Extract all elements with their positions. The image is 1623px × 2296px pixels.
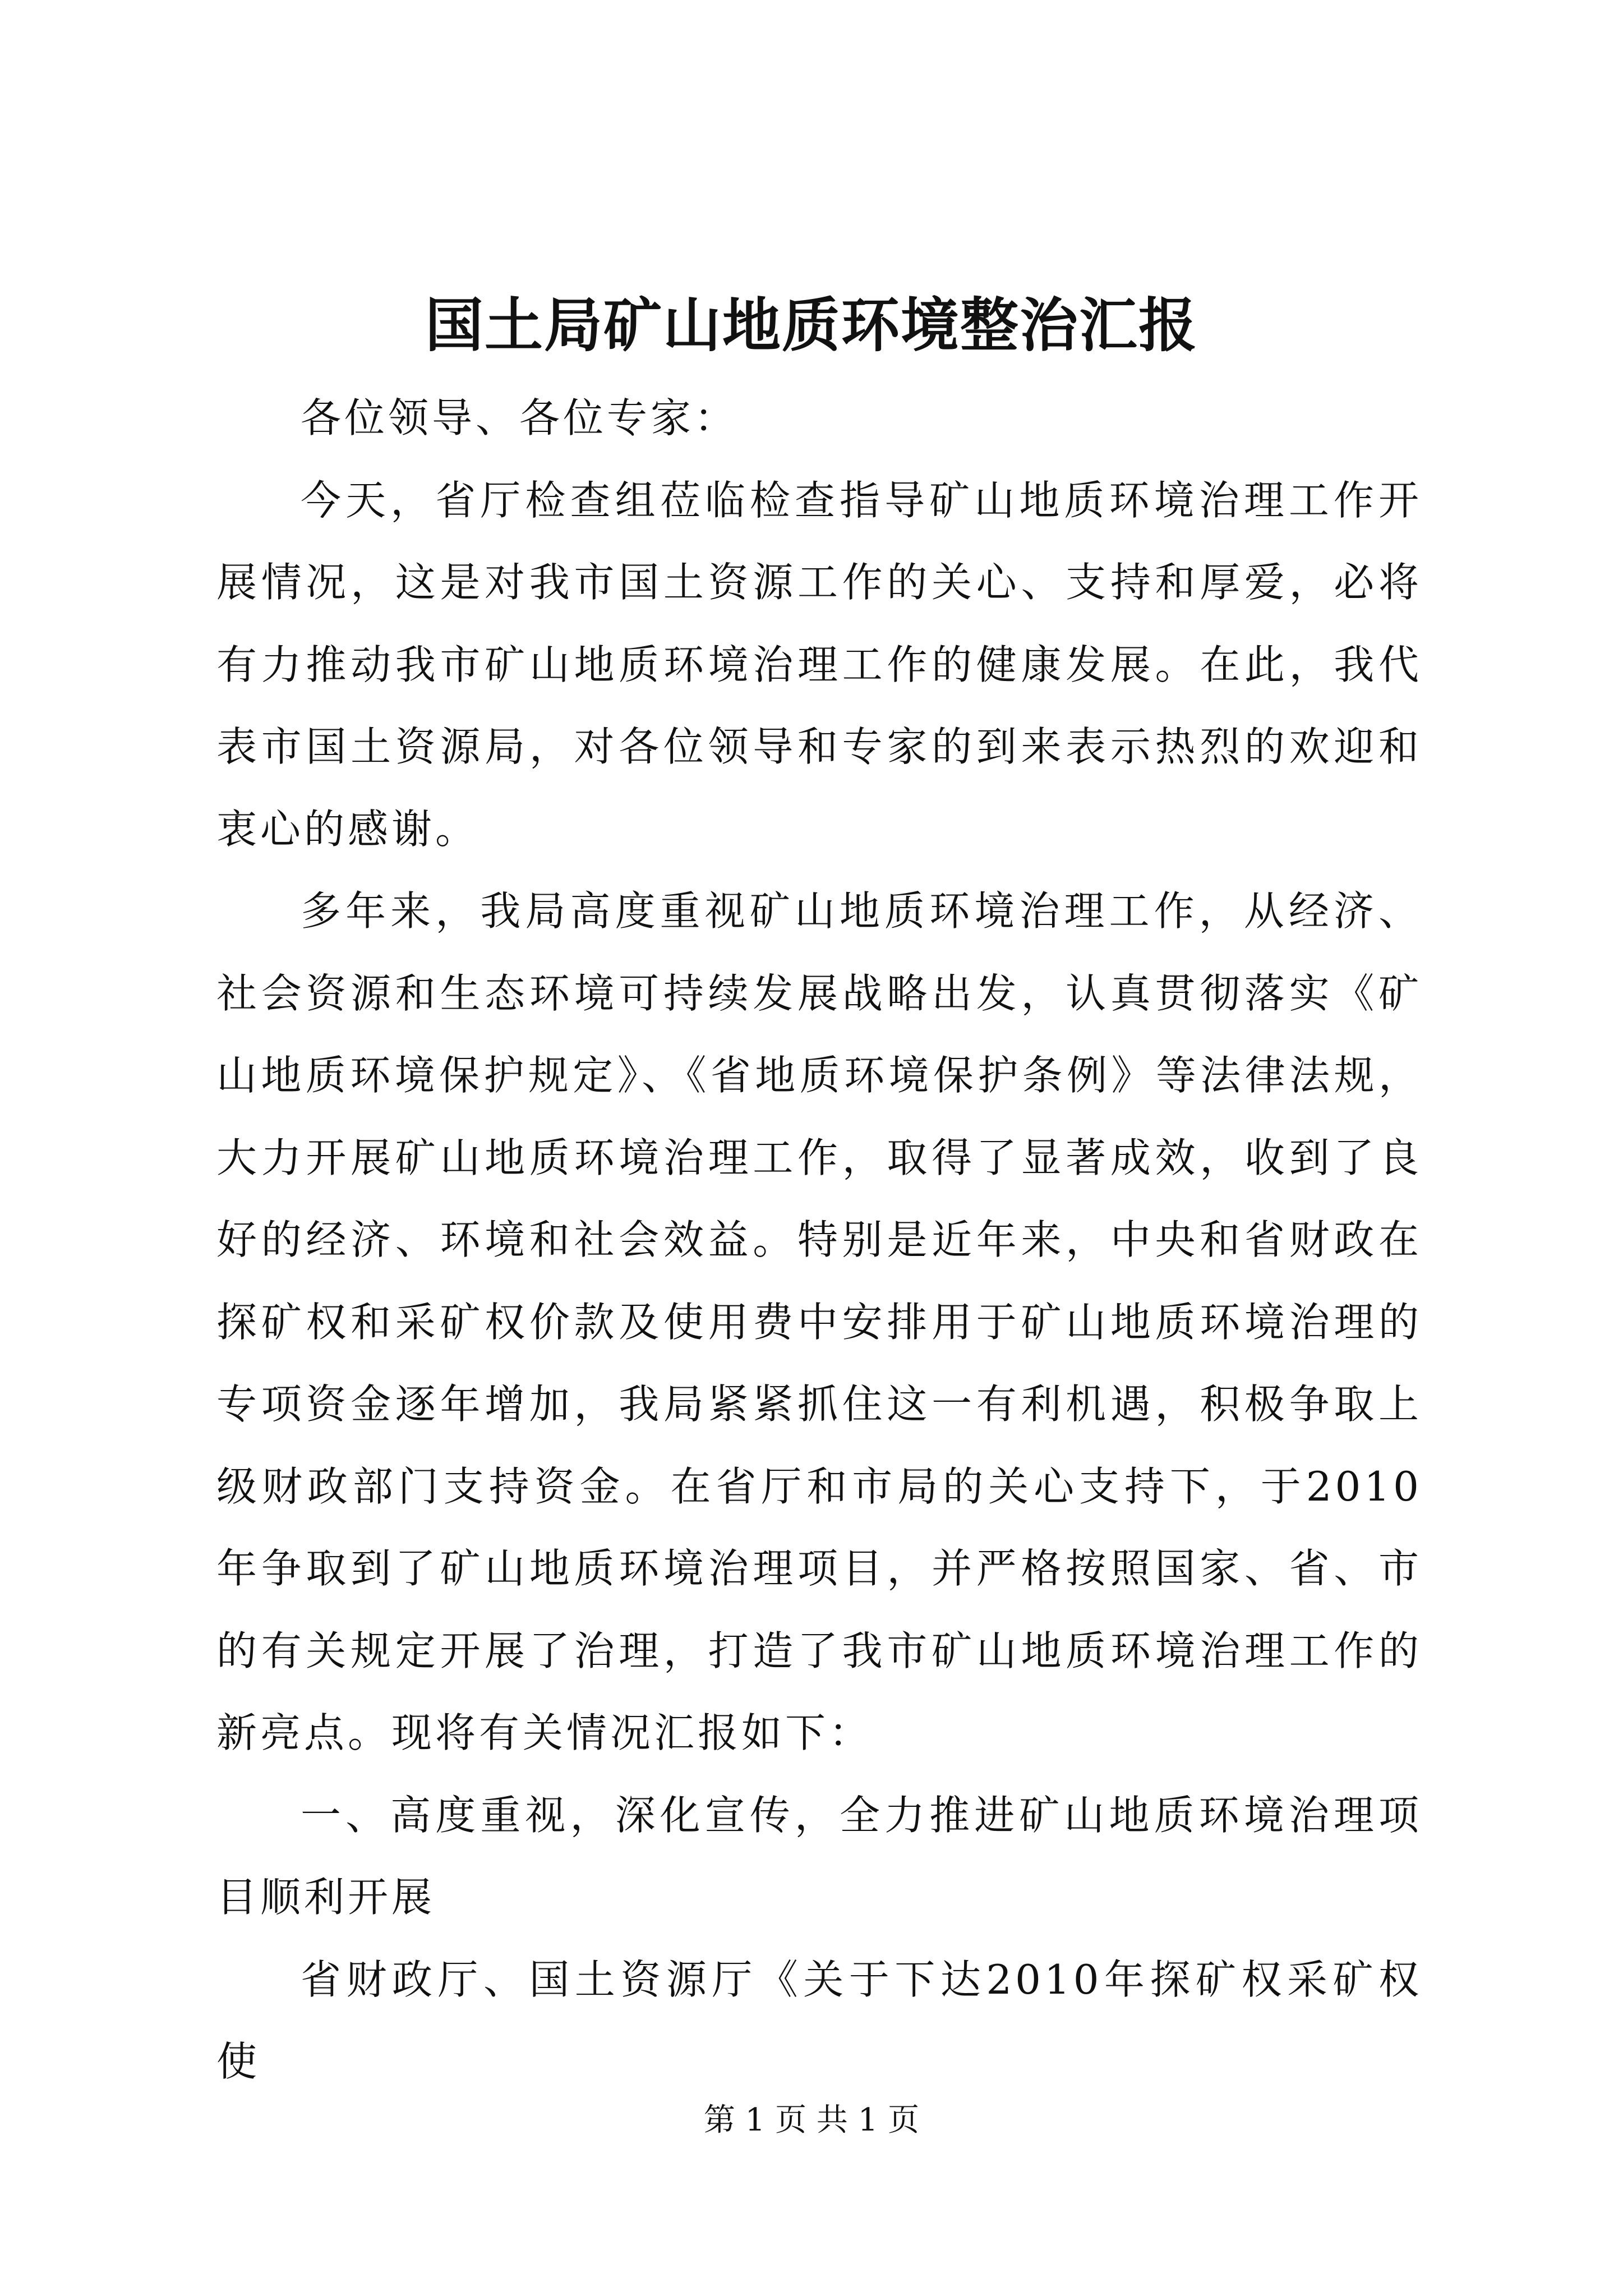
page-footer: 第 1 页 共 1 页 bbox=[703, 2102, 920, 2138]
document-title: 国土局矿山地质环境整治汇报 bbox=[425, 291, 1198, 360]
salutation-paragraph: 各位领导、各位专家： bbox=[301, 394, 739, 441]
background-paragraph: 多年来，我局高度重视矿山地质环境治理工作，从经济、社会资源和生态环境可持续发展战略出发，认真贯彻落实《矿山地质环境保护规定》、《省地质环境保护条例》等法律法规，大力开展矿山地质环境治理工作，取得了显著成效，收到了良好的经济、环境和社会效益。特别是近年来，中央和省财政在探矿权和采矿权价款及使用费中安排用于矿山地质环境治理的专项资金逐年增加，我局紧紧抓住这一有利机遇，积极争取上级财政部门支持资金。在省厅和市局的关心支持下，于2010年争取到了矿山地质环境治理项目，并严格按照国家、省、市的有关规定开展了治理，打造了我市矿山地质环境治理工作的新亮点。现将有关情况汇报如下： bbox=[216, 887, 1422, 1756]
section-1-paragraph: 省财政厅、国土资源厅《关于下达2010年探矿权采矿权使 bbox=[216, 1955, 1422, 2085]
section-heading-1: 一、高度重视，深化宣传，全力推进矿山地质环境治理项目顺利开展 bbox=[216, 1791, 1422, 1921]
intro-paragraph: 今天，省厅检查组莅临检查指导矿山地质环境治理工作开展情况，这是对我市国土资源工作的关心、支持和厚爱，必将有力推动我市矿山地质环境治理工作的健康发展。在此，我代表市国土资源局，对各位领导和专家的到来表示热烈的欢迎和衷心的感谢。 bbox=[216, 476, 1422, 853]
document-body bbox=[216, 377, 1422, 2103]
